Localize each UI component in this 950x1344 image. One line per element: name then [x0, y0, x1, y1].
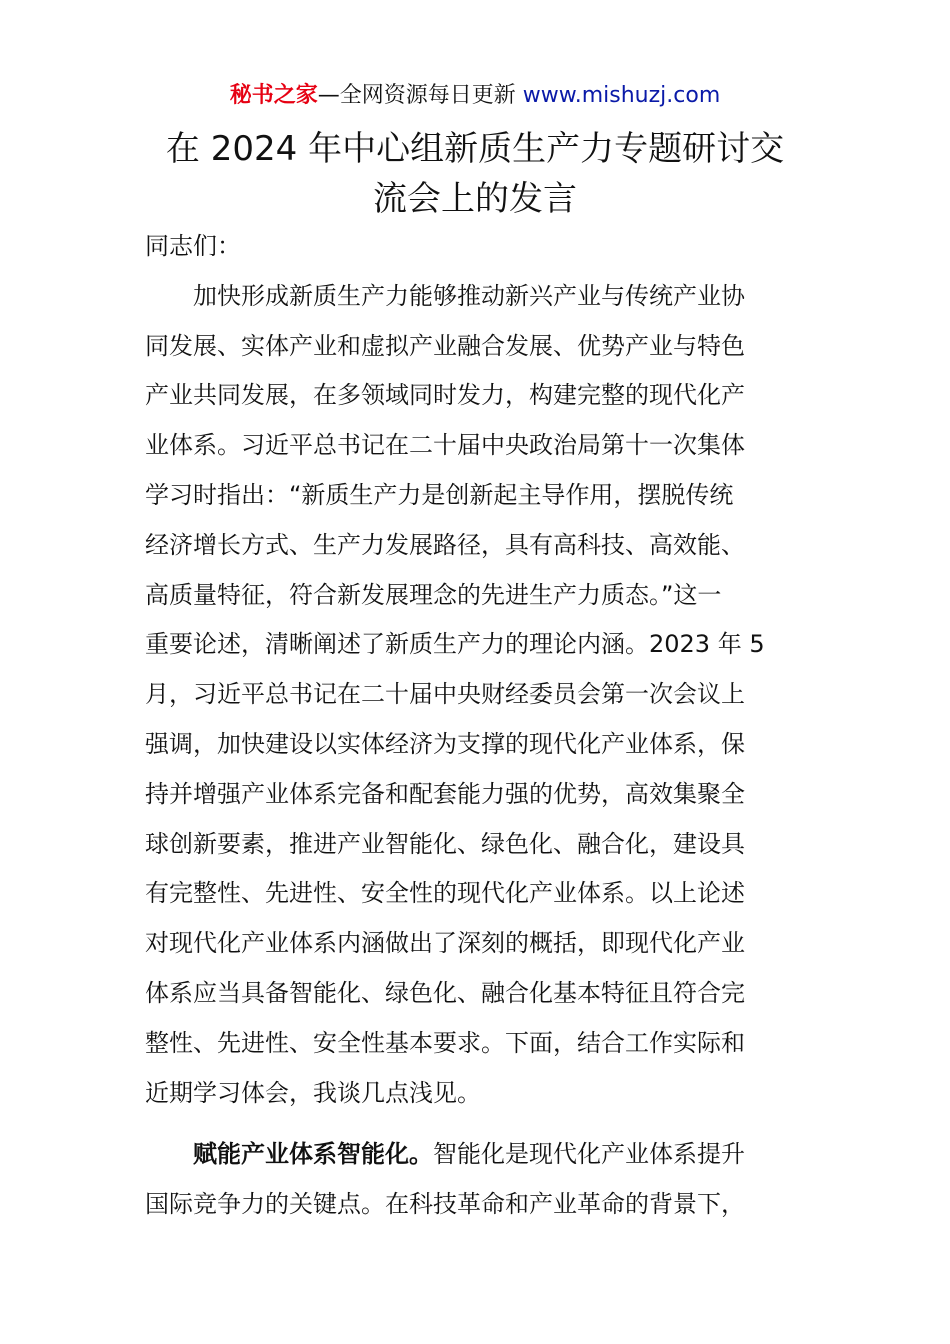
- section-heading: 赋能产业体系智能化。: [193, 1140, 433, 1169]
- paragraph-line: 对现代化产业体系内涵做出了深刻的概括，即现代化产业: [145, 929, 745, 958]
- paragraph-line: 产业共同发展，在多领域同时发力，构建完整的现代化产: [145, 381, 745, 410]
- paragraph-line: 月，习近平总书记在二十届中央财经委员会第一次会议上: [145, 680, 745, 709]
- title-line-1: 在 2024 年中心组新质生产力专题研讨交: [165, 129, 785, 169]
- paragraph-line: 加快形成新质生产力能够推动新兴产业与传统产业协: [193, 281, 745, 310]
- paragraph-line: 同发展、实体产业和虚拟产业融合发展、优势产业与特色: [145, 331, 745, 360]
- paragraph-line: 体系应当具备智能化、绿色化、融合化基本特征且符合完: [145, 978, 745, 1007]
- document-title: [100, 124, 850, 224]
- paragraph-line: 整性、先进性、安全性基本要求。下面，结合工作实际和: [145, 1028, 745, 1057]
- paragraph-line: 重要论述，清晰阐述了新质生产力的理论内涵。2023 年 5: [145, 630, 765, 659]
- paragraph-line: 业体系。习近平总书记在二十届中央政治局第十一次集体: [145, 431, 745, 460]
- paragraph-line: 持并增强产业体系完备和配套能力强的优势，高效集聚全: [145, 779, 745, 808]
- paragraph-text: 智能化是现代化产业体系提升: [433, 1140, 745, 1169]
- salutation: 同志们：: [145, 232, 241, 260]
- document-body: [145, 222, 795, 1230]
- paragraph-line: 球创新要素，推进产业智能化、绿色化、融合化，建设具: [145, 829, 745, 858]
- paragraph-2: [145, 1130, 795, 1230]
- paragraph-line: 有完整性、先进性、安全性的现代化产业体系。以上论述: [145, 879, 745, 908]
- site-header: [0, 80, 950, 112]
- paragraph-line: 近期学习体会，我谈几点浅见。: [145, 1078, 481, 1107]
- paragraph-1: [145, 272, 795, 1119]
- title-line-2: 流会上的发言: [373, 179, 577, 219]
- paragraph-line: 国际竞争力的关键点。在科技革命和产业革命的背景下，: [145, 1190, 745, 1219]
- paragraph-gap: [145, 1118, 795, 1130]
- paragraph-line: [145, 1130, 795, 1180]
- site-url-link[interactable]: www.mishuzj.com: [522, 83, 721, 108]
- paragraph-line: 学习时指出：“新质生产力是创新起主导作用，摆脱传统: [145, 480, 734, 509]
- paragraph-line: 经济增长方式、生产力发展路径，具有高科技、高效能、: [145, 530, 745, 559]
- paragraph-line: 强调，加快建设以实体经济为支撑的现代化产业体系，保: [145, 729, 745, 758]
- brand-name: 秘书之家: [229, 83, 318, 108]
- header-tagline: —全网资源每日更新: [317, 83, 516, 108]
- paragraph-line: 高质量特征，符合新发展理念的先进生产力质态。”这一: [145, 580, 722, 609]
